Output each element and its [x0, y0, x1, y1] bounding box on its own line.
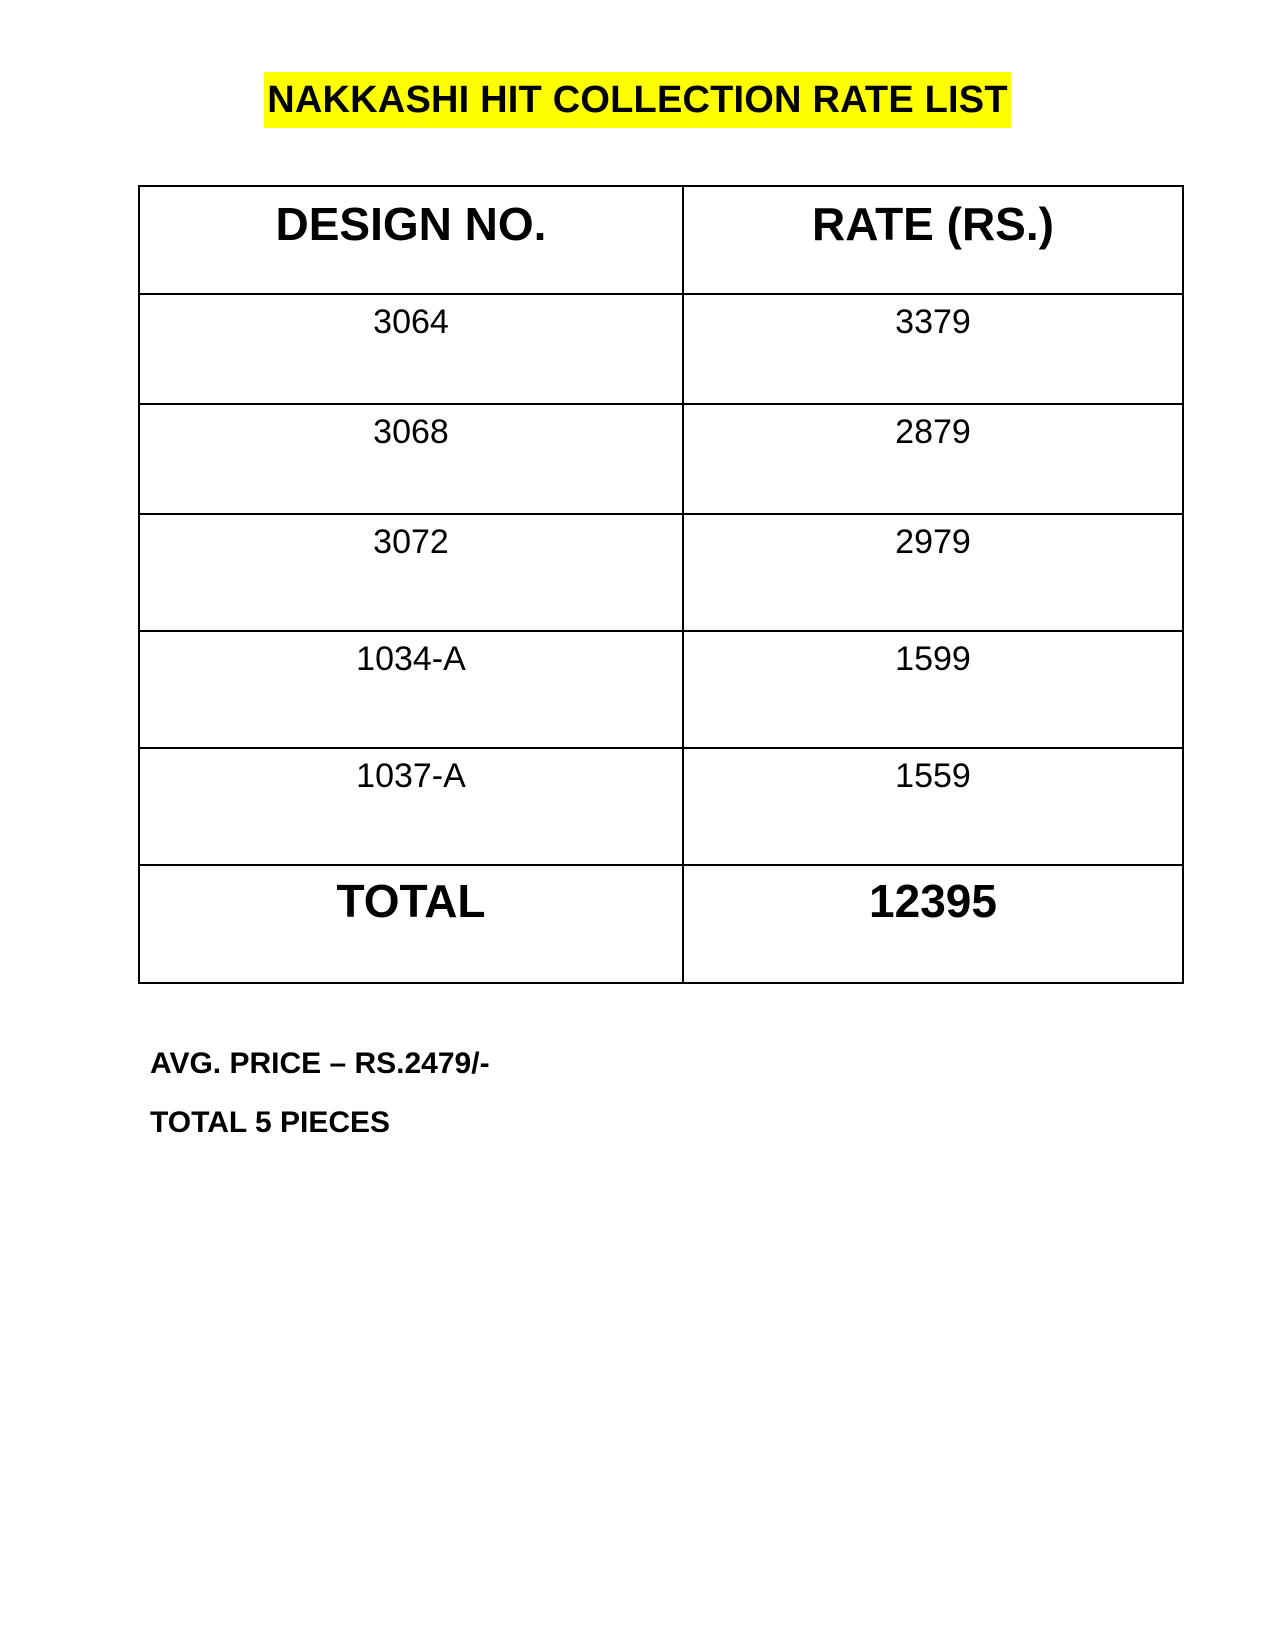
rate-cell: 1559: [683, 748, 1183, 865]
rate-cell: 2879: [683, 404, 1183, 514]
design-no-cell: 3068: [139, 404, 683, 514]
avg-price-note: AVG. PRICE – RS.2479/-: [150, 1047, 490, 1080]
total-pieces-note: TOTAL 5 PIECES: [150, 1106, 391, 1139]
table-row: [139, 514, 1183, 631]
total-value: 12395: [683, 865, 1183, 983]
table-row: [139, 294, 1183, 404]
rate-cell: 1599: [683, 631, 1183, 748]
title-container: [0, 72, 1275, 128]
table-total-row: [139, 865, 1183, 983]
design-no-cell: 3072: [139, 514, 683, 631]
rate-table: [138, 185, 1184, 984]
header-rate: RATE (RS.): [683, 186, 1183, 294]
header-design-no: DESIGN NO.: [139, 186, 683, 294]
design-no-cell: 3064: [139, 294, 683, 404]
rate-cell: 2979: [683, 514, 1183, 631]
rate-cell: 3379: [683, 294, 1183, 404]
table-row: [139, 748, 1183, 865]
table-header-row: [139, 186, 1183, 294]
table-row: [139, 631, 1183, 748]
table-row: [139, 404, 1183, 514]
design-no-cell: 1037-A: [139, 748, 683, 865]
design-no-cell: 1034-A: [139, 631, 683, 748]
total-label: TOTAL: [139, 865, 683, 983]
page-title: NAKKASHI HIT COLLECTION RATE LIST: [264, 72, 1011, 128]
